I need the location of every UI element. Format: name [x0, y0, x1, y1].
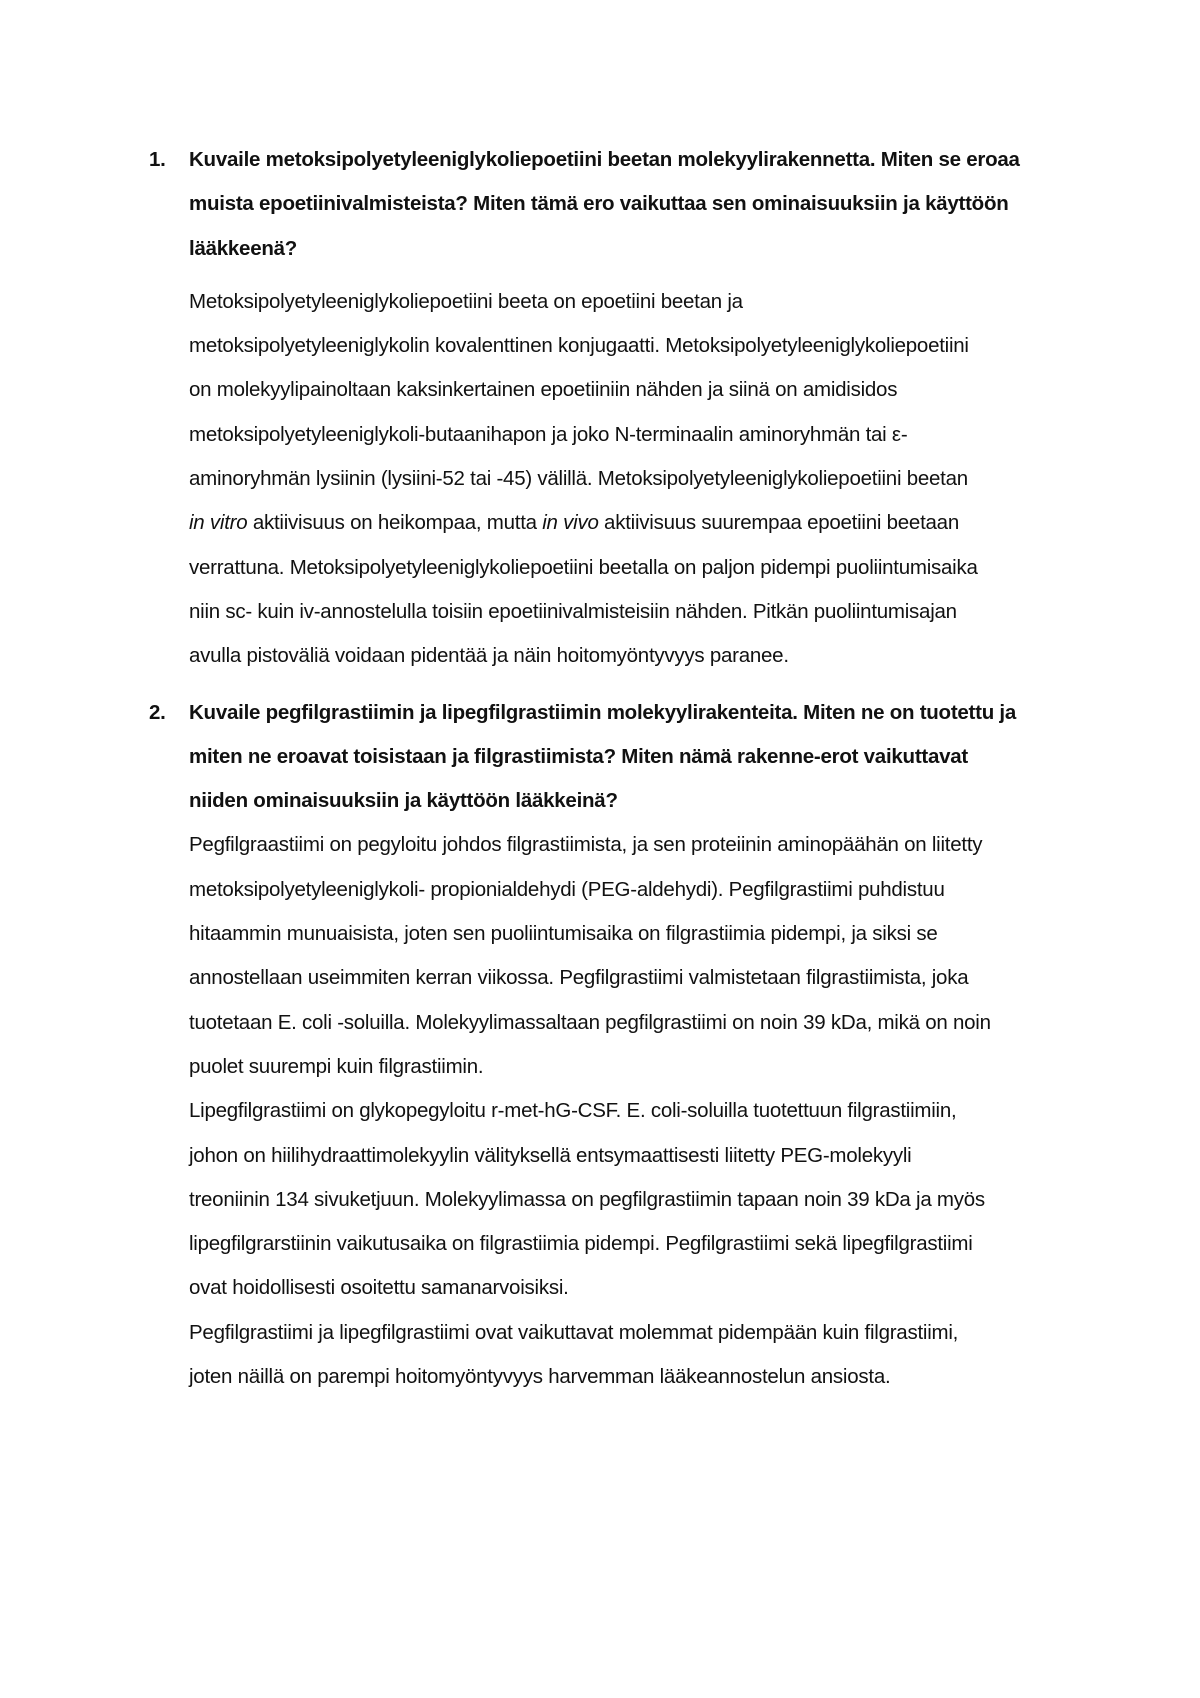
question-line: muista epoetiinivalmisteista? Miten tämä ero vaikuttaa sen ominaisuuksiin ja käyttöön	[189, 192, 1009, 216]
question-line: Kuvaile metoksipolyetyleeniglykoliepoetiini beetan molekyylirakennetta. Miten se eroaa	[189, 148, 1020, 171]
question-line: niiden ominaisuuksiin ja käyttöön lääkkeinä?	[189, 789, 618, 813]
answer-text: aktiivisuus on heikompaa, mutta	[247, 511, 543, 535]
answer-text: aktiivisuus suurempaa epoetiini beetaan	[598, 511, 959, 535]
answer-line: Lipegfilgrastiimi on glykopegyloitu r-met-hG-CSF. E. coli-soluilla tuotettuun filgrastiimiin,	[189, 1099, 957, 1123]
answer-2-paragraph-1	[189, 823, 1099, 1089]
answer-line: Pegfilgrastiimi ja lipegfilgrastiimi ovat vaikuttavat molemmat pidempään kuin filgrastiimi,	[189, 1320, 959, 1344]
answer-line: metoksipolyetyleeniglykoli-butaanihapon ja joko N-terminaalin aminoryhmän tai ε-	[189, 422, 908, 446]
question-line: Kuvaile pegfilgrastiimin ja lipegfilgrastiimin molekyylirakenteita. Miten ne on tuotettu ja	[189, 700, 1017, 724]
answer-line: joten näillä on parempi hoitomyöntyvyys harvemman lääkeannostelun ansiosta.	[189, 1365, 891, 1389]
answer-line: johon on hiilihydraattimolekyylin välityksellä entsymaattisesti liitetty PEG-molekyyli	[189, 1143, 912, 1167]
answer-line: metoksipolyetyleeniglykolin kovalenttinen konjugaatti. Metoksipolyetyleeniglykoliepoetiini	[189, 334, 969, 358]
answer-line: treoniinin 134 sivuketjuun. Molekyylimassa on pegfilgrastiimin tapaan noin 39 kDa ja myös	[189, 1187, 985, 1211]
question-line: miten ne eroavat toisistaan ja filgrastiimista? Miten nämä rakenne-erot vaikuttavat	[189, 744, 969, 768]
italic-term: in vitro	[189, 511, 248, 535]
question-number: 2.	[149, 700, 166, 724]
italic-term: in vivo	[542, 511, 599, 535]
answer-line: niin sc- kuin iv-annostelulla toisiin epoetiinivalmisteisiin nähden. Pitkän puoliintumisajan	[189, 599, 957, 623]
question-number: 1.	[149, 148, 166, 171]
answer-line: Metoksipolyetyleeniglykoliepoetiini beeta on epoetiini beetan ja	[189, 289, 743, 313]
document-body	[149, 138, 1099, 1399]
answer-line: puolet suurempi kuin filgrastiimin.	[189, 1054, 484, 1078]
answer-line: verrattuna. Metoksipolyetyleeniglykoliepoetiini beetalla on paljon pidempi puoliintumisaika	[189, 555, 978, 579]
answer-line: on molekyylipainoltaan kaksinkertainen epoetiiniin nähden ja siinä on amidisidos	[189, 378, 898, 402]
answer-line-mixed	[189, 501, 1099, 545]
answer-2-paragraph-2	[189, 1089, 1099, 1310]
answer-line: lipegfilgrarstiinin vaikutusaika on filgrastiimia pidempi. Pegfilgrastiimi sekä lipegfilgrastiimi	[189, 1232, 973, 1256]
question-1	[149, 138, 1099, 271]
answer-line: tuotetaan E. coli -soluilla. Molekyylimassaltaan pegfilgrastiimi on noin 39 kDa, mikä on noin	[189, 1010, 991, 1034]
answer-line: hitaammin munuaisista, joten sen puoliintumisaika on filgrastiimia pidempi, ja siksi se	[189, 922, 938, 946]
answer-line: aminoryhmän lysiinin (lysiini-52 tai -45) välillä. Metoksipolyetyleeniglykoliepoetiini beetan	[189, 467, 968, 491]
answer-line: ovat hoidollisesti osoitettu samanarvoisiksi.	[189, 1276, 569, 1300]
question-2	[149, 691, 1099, 824]
answer-2-paragraph-3	[189, 1311, 1099, 1400]
answer-1	[189, 280, 1099, 679]
question-line: lääkkeenä?	[189, 236, 298, 260]
answer-line: avulla pistoväliä voidaan pidentää ja näin hoitomyöntyvyys paranee.	[189, 644, 789, 668]
answer-line: annostellaan useimmiten kerran viikossa. Pegfilgrastiimi valmistetaan filgrastiimista, joka	[189, 966, 969, 990]
answer-line: Pegfilgraastiimi on pegyloitu johdos filgrastiimista, ja sen proteiinin aminopäähän on liitetty	[189, 833, 983, 857]
answer-line: metoksipolyetyleeniglykoli- propionialdehydi (PEG-aldehydi). Pegfilgrastiimi puhdistuu	[189, 877, 945, 901]
